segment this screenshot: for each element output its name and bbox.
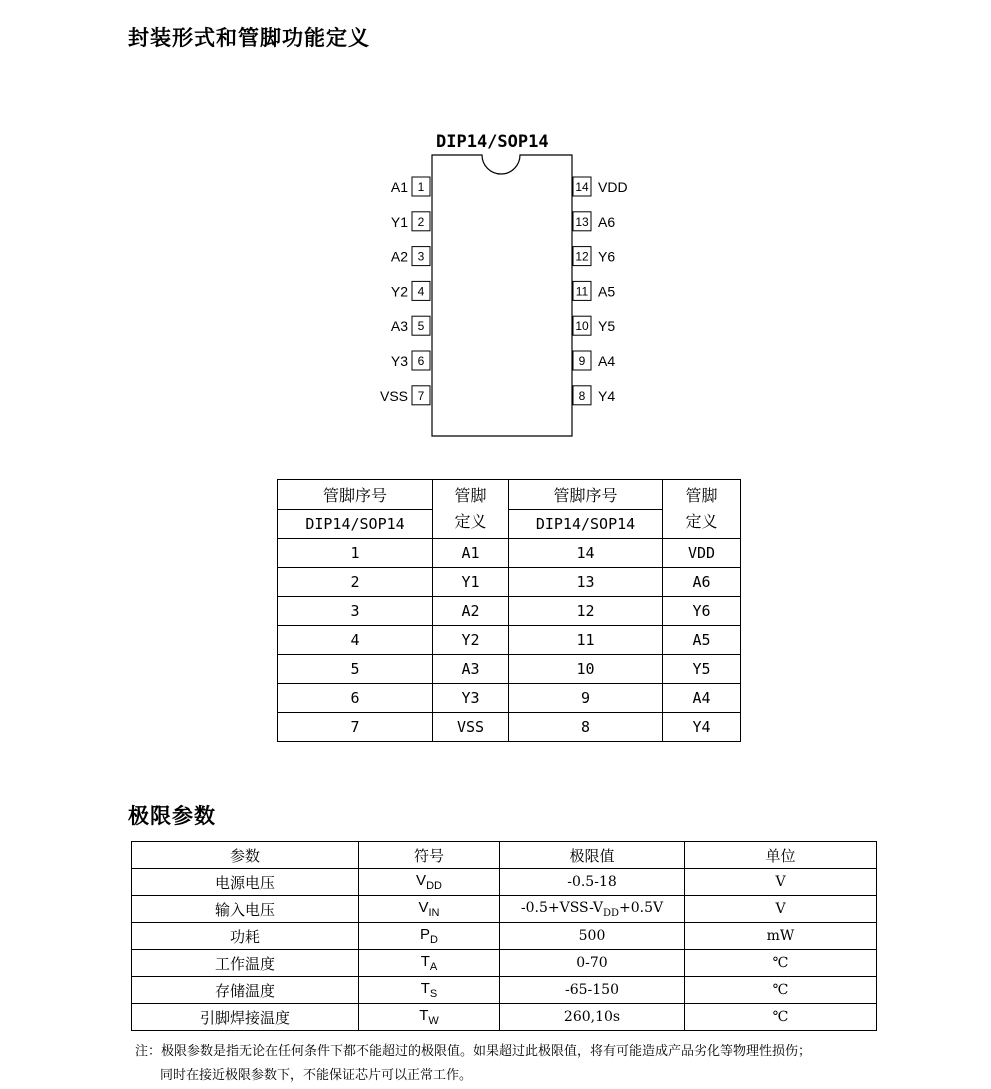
limit-unit-cell: ℃ (685, 977, 877, 1004)
limit-symbol-cell (359, 977, 500, 1004)
limit-unit-cell: V (685, 896, 877, 923)
pin-def-cell: A3 (433, 655, 509, 684)
pin-def-cell: A1 (433, 539, 509, 568)
symbol-main: V (418, 899, 429, 916)
chip-pinout-diagram (370, 150, 640, 442)
pin-table-row (278, 684, 741, 713)
pin-number-cell: 6 (278, 684, 433, 713)
pin-number-cell: 5 (278, 655, 433, 684)
limit-symbol-cell (359, 896, 500, 923)
pin-def-cell: Y6 (663, 597, 741, 626)
limit-table-row (132, 896, 877, 923)
limit-param-cell: 功耗 (132, 923, 359, 950)
package-title: DIP14/SOP14 (436, 132, 549, 152)
value-tail: +0.5V (619, 899, 664, 916)
pin-label-left: VSS (379, 387, 408, 404)
pin-table-row (278, 597, 741, 626)
symbol-main: P (420, 926, 431, 943)
value-subscript: DD (602, 907, 620, 919)
pin-label-right: Y4 (598, 387, 616, 404)
pin-pkg-header-left: DIP14/SOP14 (278, 510, 433, 539)
symbol-main: T (420, 980, 430, 997)
pin-label-left: Y1 (390, 213, 408, 230)
pin-def-cell: Y5 (663, 655, 741, 684)
pin-def-header-right (663, 480, 741, 539)
symbol-main: T (419, 1007, 429, 1024)
pin-def-cell: VSS (433, 713, 509, 742)
limit-value-cell (500, 923, 685, 950)
value-main: -0.5-18 (567, 874, 617, 890)
symbol-subscript: S (429, 988, 438, 1000)
value-main: -65-150 (565, 982, 619, 998)
symbol-subscript: A (429, 961, 438, 973)
symbol-main: T (420, 953, 430, 970)
pin-def-cell: A5 (663, 626, 741, 655)
value-main: -0.5+VSS-V (520, 899, 603, 916)
limit-param-cell: 输入电压 (132, 896, 359, 923)
limit-symbol-cell (359, 923, 500, 950)
limit-value-cell (500, 896, 685, 923)
pin-number-left: 4 (417, 284, 425, 299)
limit-value-cell (500, 869, 685, 896)
note-line-1: 注：极限参数是指无论在任何条件下都不能超过的极限值。如果超过此极限值，将有可能造成产品劣化等物理性损伤； (135, 1044, 812, 1059)
pin-number-right: 11 (575, 284, 589, 299)
pin-def-header-left-line1: 管脚 (454, 486, 487, 505)
pin-pkg-header-right: DIP14/SOP14 (509, 510, 663, 539)
limit-symbol-cell (359, 869, 500, 896)
pin-label-right: VDD (598, 179, 628, 195)
pin-number-left: 5 (417, 319, 425, 334)
pin-label-left: Y3 (390, 353, 408, 369)
pin-label-right: Y5 (598, 318, 616, 335)
pin-def-cell: Y4 (663, 713, 741, 742)
pin-def-header-right-line1: 管脚 (685, 486, 718, 505)
limit-unit-cell: ℃ (685, 950, 877, 977)
pin-definition-table (277, 479, 741, 742)
pin-number-right: 9 (578, 354, 586, 368)
pin-table-row (278, 626, 741, 655)
pin-number-right: 13 (575, 214, 589, 229)
note-line-2: 同时在接近极限参数下，不能保证芯片可以正常工作。 (160, 1068, 473, 1083)
value-main: 500 (578, 928, 606, 944)
pin-number-left: 6 (417, 354, 425, 368)
pin-number-cell: 10 (509, 655, 663, 684)
limit-param-cell: 工作温度 (132, 950, 359, 977)
pin-number-cell: 14 (509, 539, 663, 568)
pin-def-header-left (433, 480, 509, 539)
pin-def-header-left-line2: 定义 (454, 512, 487, 531)
pin-def-cell: Y2 (433, 626, 509, 655)
pin-number-left: 3 (417, 249, 425, 264)
pin-number-cell: 4 (278, 626, 433, 655)
limit-unit-cell: ℃ (685, 1004, 877, 1031)
pin-number-right: 10 (575, 319, 589, 334)
pin-number-left: 2 (417, 214, 425, 229)
symbol-subscript: D (430, 934, 438, 946)
pin-table-row (278, 713, 741, 742)
pin-table-row (278, 539, 741, 568)
pin-label-left: A3 (390, 318, 408, 335)
pin-table-row (278, 568, 741, 597)
limit-value-cell (500, 950, 685, 977)
chip-body (432, 155, 572, 436)
pin-label-left: A2 (390, 248, 408, 265)
pin-label-right: A4 (598, 353, 616, 369)
limit-value-cell (500, 977, 685, 1004)
symbol-subscript: IN (428, 907, 440, 919)
limit-param-cell: 电源电压 (132, 869, 359, 896)
pin-def-cell: A2 (433, 597, 509, 626)
pin-number-cell: 3 (278, 597, 433, 626)
pin-number-left: 7 (417, 388, 425, 403)
limit-header-unit: 单位 (685, 842, 877, 869)
pin-def-cell: Y1 (433, 568, 509, 597)
pin-table-row (278, 655, 741, 684)
pin-number-cell: 7 (278, 713, 433, 742)
limit-table-row (132, 1004, 877, 1031)
pin-number-cell: 2 (278, 568, 433, 597)
limit-table-row (132, 923, 877, 950)
limit-header-value: 极限值 (500, 842, 685, 869)
pin-number-right: 14 (575, 180, 589, 194)
pin-number-cell: 12 (509, 597, 663, 626)
pin-number-cell: 8 (509, 713, 663, 742)
value-main: 260,10s (563, 1009, 621, 1025)
limit-table-row (132, 977, 877, 1004)
limit-unit-cell: mW (685, 923, 877, 950)
symbol-main: V (416, 872, 427, 889)
pin-number-cell: 13 (509, 568, 663, 597)
pin-def-cell: A4 (663, 684, 741, 713)
pin-def-cell: VDD (663, 539, 741, 568)
pin-label-right: A5 (598, 283, 616, 300)
pin-number-cell: 9 (509, 684, 663, 713)
pin-label-right: Y6 (598, 248, 616, 265)
pin-def-cell: A6 (663, 568, 741, 597)
symbol-subscript: W (428, 1015, 439, 1027)
pin-number-right: 8 (578, 388, 586, 403)
pin-def-header-right-line2: 定义 (685, 512, 718, 531)
symbol-subscript: DD (426, 880, 442, 892)
limit-header-symbol: 符号 (359, 842, 500, 869)
limit-table-row (132, 950, 877, 977)
pin-label-right: A6 (598, 213, 616, 230)
section-title-limits: 极限参数 (128, 804, 216, 828)
limit-symbol-cell (359, 950, 500, 977)
section-title-package: 封装形式和管脚功能定义 (128, 26, 370, 50)
limit-param-cell: 存储温度 (132, 977, 359, 1004)
pin-seq-header-right: 管脚序号 (509, 480, 663, 510)
limit-table-row (132, 869, 877, 896)
pin-number-cell: 1 (278, 539, 433, 568)
limit-header-param: 参数 (132, 842, 359, 869)
limit-param-cell: 引脚焊接温度 (132, 1004, 359, 1031)
limit-symbol-cell (359, 1004, 500, 1031)
pin-number-right: 12 (575, 249, 589, 264)
pin-number-cell: 11 (509, 626, 663, 655)
pin-label-left: A1 (390, 179, 408, 195)
pin-label-left: Y2 (390, 283, 408, 300)
limit-unit-cell: V (685, 869, 877, 896)
limit-value-cell (500, 1004, 685, 1031)
value-main: 0-70 (576, 955, 608, 971)
pin-number-left: 1 (417, 180, 425, 194)
pin-seq-header-left: 管脚序号 (278, 480, 433, 510)
pin-def-cell: Y3 (433, 684, 509, 713)
absolute-max-ratings-table (131, 841, 877, 1031)
